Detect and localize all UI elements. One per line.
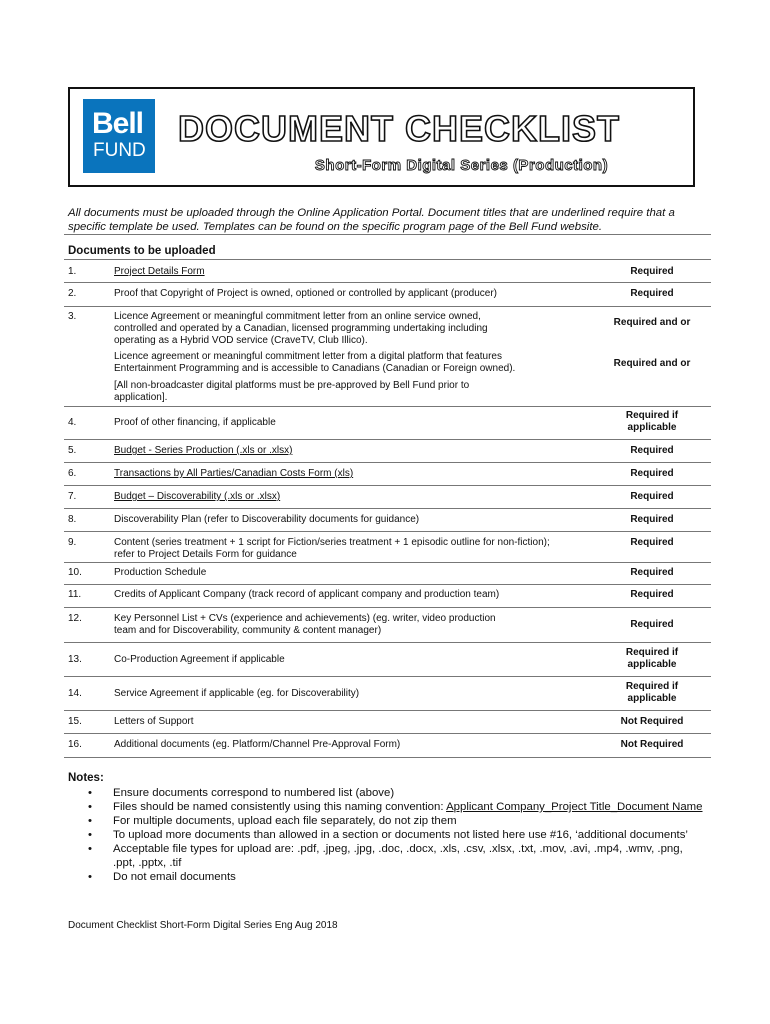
row-description: Content (series treatment + 1 script for Fiction/series treatment + 1 episodic outline for non-fiction); refer to Project Details Form for guidance bbox=[114, 537, 550, 560]
row-status: Required bbox=[630, 567, 674, 578]
row-description: Co-Production Agreement if applicable bbox=[114, 654, 285, 665]
divider bbox=[64, 676, 711, 677]
row-number: 7. bbox=[68, 491, 77, 502]
row-number: 6. bbox=[68, 468, 77, 479]
notes-title: Notes: bbox=[68, 772, 104, 784]
list-item bbox=[88, 800, 708, 814]
bullet-icon: • bbox=[88, 787, 92, 799]
list-item bbox=[88, 814, 708, 828]
divider bbox=[64, 531, 711, 532]
row-status: Required and or bbox=[613, 358, 691, 369]
divider bbox=[64, 642, 711, 643]
notes-list bbox=[88, 786, 708, 884]
row-description: Transactions by All Parties/Canadian Costs Form (xls) bbox=[114, 468, 354, 479]
row-description: Service Agreement if applicable (eg. for Discoverability) bbox=[114, 688, 360, 699]
divider bbox=[64, 282, 711, 283]
row-status: Required bbox=[630, 619, 674, 630]
row-number: 8. bbox=[68, 514, 77, 525]
row-description: Proof of other financing, if applicable bbox=[114, 417, 276, 428]
row-number: 4. bbox=[68, 417, 77, 428]
row-description: Proof that Copyright of Project is owned, optioned or controlled by applicant (producer) bbox=[114, 288, 497, 299]
row-description: Credits of Applicant Company (track record of applicant company and production team) bbox=[114, 589, 500, 600]
row-status: Required and or bbox=[613, 317, 691, 328]
row-number: 9. bbox=[68, 537, 77, 548]
note-text: To upload more documents than allowed in a section or documents not listed here use #16, ‘additional documents’ bbox=[113, 829, 688, 841]
bullet-icon: • bbox=[88, 843, 92, 855]
row-number: 14. bbox=[68, 688, 82, 699]
row-number: 13. bbox=[68, 654, 82, 665]
row-status: Not Required bbox=[620, 716, 684, 727]
row-number: 16. bbox=[68, 739, 82, 750]
row-description: Discoverability Plan (refer to Discoverability documents for guidance) bbox=[114, 514, 420, 525]
footer-text: Document Checklist Short-Form Digital Series Eng Aug 2018 bbox=[68, 920, 338, 931]
row-number: 2. bbox=[68, 288, 77, 299]
row-description: Additional documents (eg. Platform/Channel Pre-Approval Form) bbox=[114, 739, 401, 750]
page-subtitle: Short-Form Digital Series (Production) bbox=[314, 157, 609, 174]
row-description: Project Details Form bbox=[114, 266, 205, 277]
row-number: 10. bbox=[68, 567, 82, 578]
divider bbox=[64, 508, 711, 509]
row-status: Required if applicable bbox=[625, 647, 679, 670]
row-description: Budget - Series Production (.xls or .xlsx) bbox=[114, 445, 293, 456]
row-description: Production Schedule bbox=[114, 567, 207, 578]
row-number: 1. bbox=[68, 266, 77, 277]
divider bbox=[64, 259, 711, 260]
divider bbox=[64, 485, 711, 486]
row-description: Key Personnel List + CVs (experience and achievements) (eg. writer, video production team and for Discoverability, community & content manager) bbox=[114, 613, 496, 636]
divider bbox=[64, 757, 711, 758]
list-item bbox=[88, 786, 708, 800]
row-status: Required bbox=[630, 266, 674, 277]
note-text: Acceptable file types for upload are: .pdf, .jpeg, .jpg, .doc, .docx, .xls, .csv, .xlsx, .txt, .mov, .avi, .mp4, .wmv, .png, .ppt, .pptx, .tif bbox=[113, 843, 683, 869]
divider bbox=[64, 306, 711, 307]
row-status: Required bbox=[630, 445, 674, 456]
row-status: Required bbox=[630, 288, 674, 299]
row-status: Required bbox=[630, 491, 674, 502]
page-title: DOCUMENT CHECKLIST bbox=[178, 108, 620, 149]
list-item bbox=[88, 842, 708, 870]
list-item bbox=[88, 870, 708, 884]
bullet-icon: • bbox=[88, 801, 92, 813]
divider bbox=[64, 710, 711, 711]
section-title: Documents to be uploaded bbox=[68, 245, 216, 257]
note-text: Ensure documents correspond to numbered list (above) bbox=[113, 787, 395, 799]
row-status: Required if applicable bbox=[625, 681, 679, 704]
row-status: Required if applicable bbox=[625, 410, 679, 433]
note-text: Do not email documents bbox=[113, 871, 236, 883]
row-description: [All non-broadcaster digital platforms must be pre-approved by Bell Fund prior to application]. bbox=[114, 380, 470, 403]
row-status: Required bbox=[630, 537, 674, 548]
row-status: Required bbox=[630, 468, 674, 479]
logo-line2: FUND bbox=[93, 140, 146, 161]
divider bbox=[64, 733, 711, 734]
row-number: 11. bbox=[68, 589, 82, 600]
bullet-icon: • bbox=[88, 871, 92, 883]
bullet-icon: • bbox=[88, 815, 92, 827]
row-description: Licence Agreement or meaningful commitment letter from an online service owned, controlled and operated by a Canadian, licensed programming undertaking including operating as a Hybrid VOD service (CraveTV, Club Illico). bbox=[114, 311, 488, 346]
list-item bbox=[88, 828, 708, 842]
note-text: Files should be named consistently using this naming convention: bbox=[113, 801, 444, 813]
row-description: Licence agreement or meaningful commitment letter from a digital platform that features Entertainment Programming and is accessible to Canadians (Canadian or Foreign owned). bbox=[114, 351, 516, 374]
note-text: For multiple documents, upload each file separately, do not zip them bbox=[113, 815, 457, 827]
divider bbox=[64, 406, 711, 407]
intro-text: All documents must be uploaded through the Online Application Portal. Document titles that are underlined require that a specific template be used. Templates can be found on the specific program page of the Bell Fund website. bbox=[68, 207, 675, 233]
row-status: Required bbox=[630, 589, 674, 600]
row-number: 15. bbox=[68, 716, 82, 727]
divider bbox=[64, 584, 711, 585]
row-status: Required bbox=[630, 514, 674, 525]
row-number: 5. bbox=[68, 445, 77, 456]
divider bbox=[64, 562, 711, 563]
naming-convention: Applicant Company_Project Title_Document Name bbox=[446, 801, 703, 813]
row-status: Not Required bbox=[620, 739, 684, 750]
row-number: 3. bbox=[68, 311, 77, 322]
divider bbox=[64, 462, 711, 463]
header-box bbox=[68, 87, 695, 187]
bullet-icon: • bbox=[88, 829, 92, 841]
divider bbox=[64, 439, 711, 440]
divider bbox=[64, 234, 711, 235]
row-number: 12. bbox=[68, 613, 82, 624]
logo-line1: Bell bbox=[92, 107, 144, 140]
divider bbox=[64, 607, 711, 608]
row-description: Budget – Discoverability (.xls or .xlsx) bbox=[114, 491, 281, 502]
row-description: Letters of Support bbox=[114, 716, 194, 727]
